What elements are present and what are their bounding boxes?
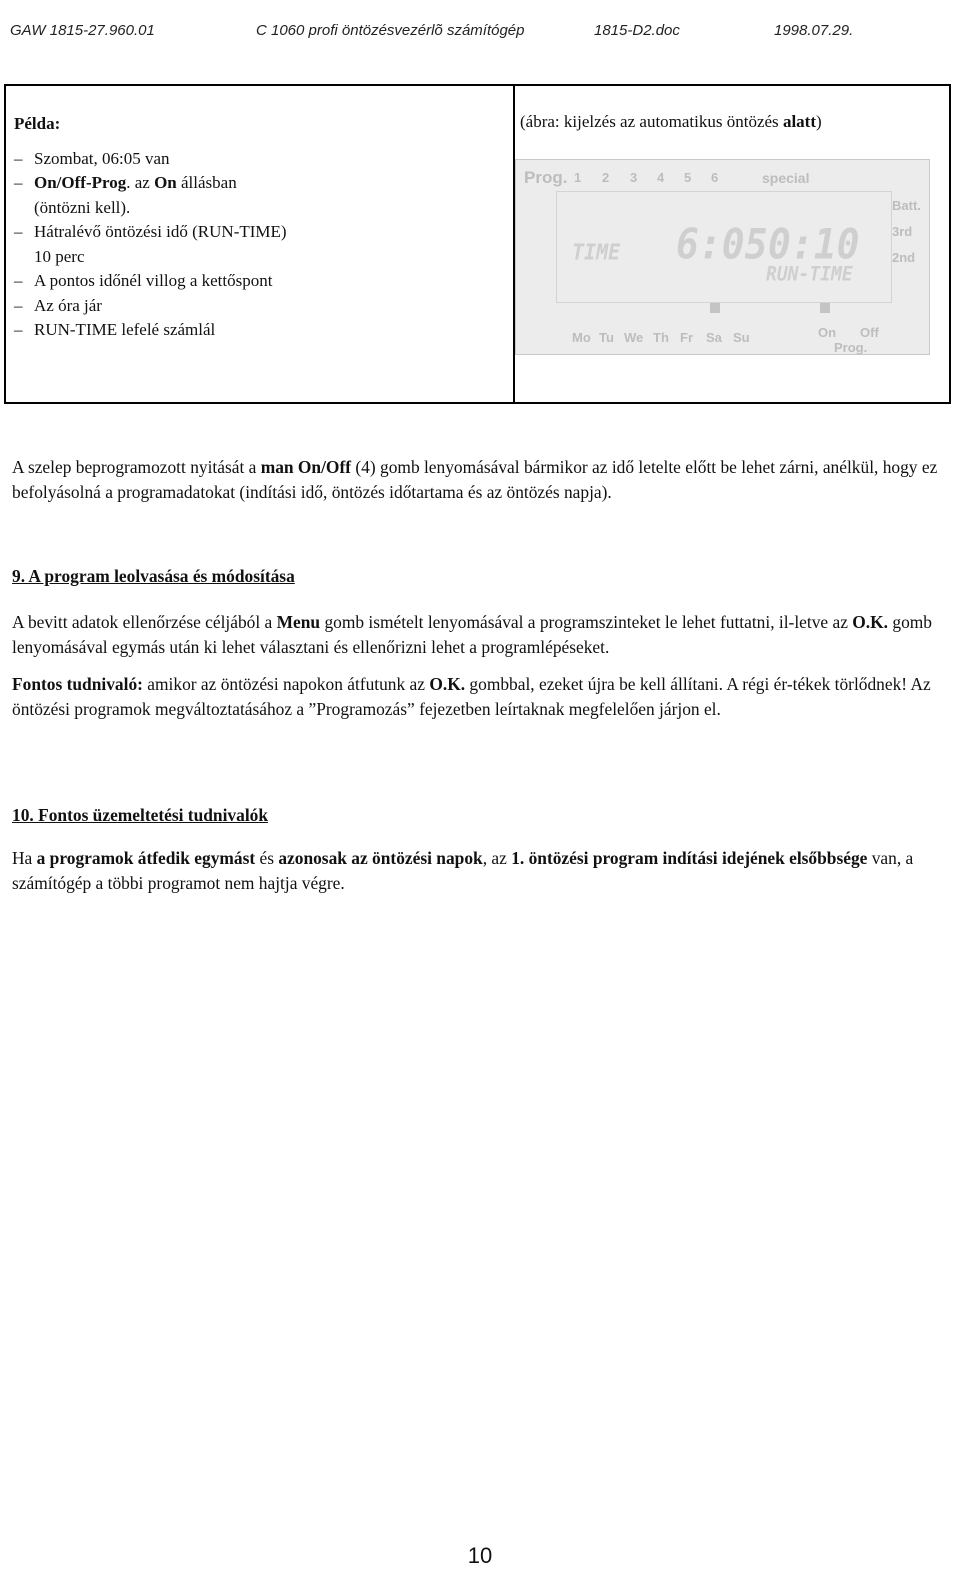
lcd-runtime-value: 0:10 [768,219,860,269]
lcd-3rd-label: 3rd [892,224,913,239]
lcd-day-fr: Fr [680,330,693,345]
example-line: – Hátralévő öntözési idő (RUN-TIME) [14,222,287,241]
lcd-time-label: TIME [572,238,621,266]
lcd-clock: 6:05 [676,219,768,269]
lcd-day-we: We [624,330,644,345]
example-line: – Az óra jár [14,295,102,315]
header-code: GAW 1815-27.960.01 [10,22,155,39]
lcd-on-label: On [818,325,837,340]
example-line: – A pontos időnél villog a kettőspont [14,271,273,290]
example-line: – Szombat, 06:05 van [14,148,170,168]
paragraph-overlap-priority: Ha a programok átfedik egymást és azonosak az öntözési napok, az 1. öntözési program indítási idejének elsőbbsége van, a számítógép a többi programot nem hajtja végre. [12,848,914,893]
example-line: – RUN-TIME lefelé számlál [14,320,216,339]
section-9-heading: 9. A program leolvasása és módosítása [12,566,295,586]
lcd-day-sa: Sa [706,330,722,345]
lcd-day-th: Th [653,330,669,345]
example-line: – On/Off-Prog. az On állásban [14,173,237,192]
lcd-special-label: special [762,170,810,186]
lcd-2nd-label: 2nd [892,250,916,265]
section-10-heading: 10. Fontos üzemeltetési tudnivalók [12,805,269,825]
lcd-program-3: 3 [630,170,638,185]
lcd-on-marker [820,303,830,313]
header-title: C 1060 profi öntözésvezérlõ számítógép [256,22,525,39]
example-text [14,112,504,343]
paragraph-important-note: Fontos tudnivaló: amikor az öntözési napokon átfutunk az O.K. gombbal, ezeket újra be kell állítani. A régi ér-tékek törlődnek! Az öntözési programok megváltoztatásához a ”Programozás” fejezetben leírtaknak megfelelően járjon el. [12,674,931,719]
example-line: 10 perc [34,246,85,266]
paragraph-menu-check: A bevitt adatok ellenőrzése céljából a Menu gomb ismételt lenyomásával a programszinteket le lehet futtatni, il-letve az O.K. gomb lenyomásával egymás után ki lehet választani és ellenőrizni lehet a programlépéseket. [12,612,932,657]
lcd-day-tu: Tu [599,330,614,345]
lcd-prog-bottom-label: Prog. [834,340,868,355]
lcd-program-4: 4 [657,170,665,185]
page-header [0,22,960,44]
lcd-batt-label: Batt. [892,198,921,213]
lcd-program-5: 5 [684,170,692,185]
lcd-program-1: 1 [574,170,582,185]
lcd-prog-label: Prog. [524,168,568,187]
header-doc: 1815-D2.doc [594,22,680,39]
lcd-day-su: Su [733,330,750,345]
lcd-program-6: 6 [711,170,719,185]
lcd-program-2: 2 [602,170,610,185]
example-title: Példa: [14,114,61,133]
header-date: 1998.07.29. [774,22,854,39]
lcd-runtime-label: RUN-TIME [766,262,853,287]
example-line: (öntözni kell). [34,197,131,217]
figure-caption: (ábra: kijelzés az automatikus öntözés alatt) [520,112,822,131]
page-number: 10 [467,1543,493,1568]
lcd-day-mo: Mo [572,330,591,345]
lcd-day-marker [710,303,720,313]
lcd-display-figure [515,159,930,355]
paragraph-manual-close: A szelep beprogramozott nyitását a man On/Off (4) gomb lenyomásával bármikor az idő letelte előtt be lehet zárni, anélkül, hogy ez befolyásolná a programadatokat (indítási idő, öntözés időtartama és az öntözés napja). [12,457,938,502]
lcd-off-label: Off [860,325,879,340]
